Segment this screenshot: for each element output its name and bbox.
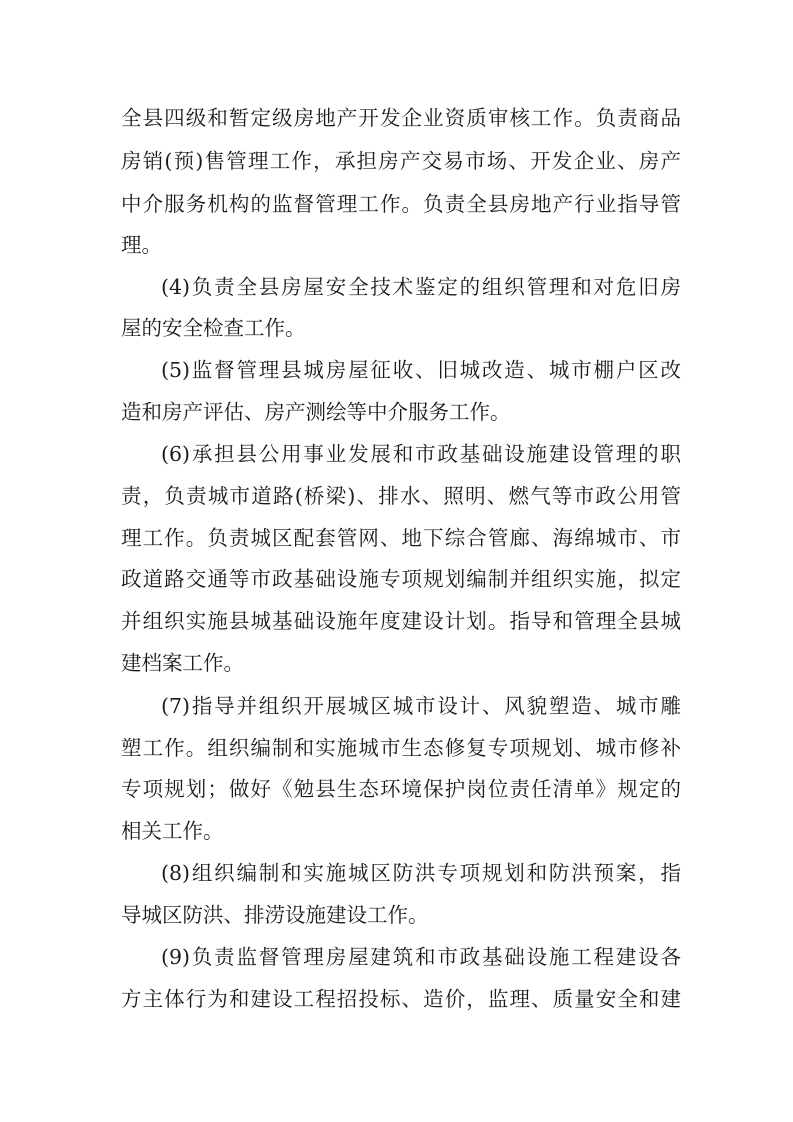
paragraph-first-line: (9)负责监督管理房屋建筑和市政基础设施工程建设各	[161, 945, 681, 969]
text-line: 造和房产评估、房产测绘等中介服务工作。	[121, 400, 511, 424]
text-line: 全县四级和暂定级房地产开发企业资质审核工作。负责商品	[121, 106, 681, 130]
text-line: 政道路交通等市政基础设施专项规划编制并组织实施，拟定	[121, 567, 681, 591]
text-line: 理工作。负责城区配套管网、地下综合管廊、海绵城市、市	[121, 526, 681, 550]
text-line: 责，负责城市道路(桥梁)、排水、照明、燃气等市政公用管	[121, 484, 681, 508]
text-line: 中介服务机构的监督管理工作。负责全县房地产行业指导管	[121, 192, 681, 216]
paragraph-first-line: (4)负责全县房屋安全技术鉴定的组织管理和对危旧房	[161, 275, 681, 299]
text-line: 理。	[121, 233, 162, 257]
text-line: 塑工作。组织编制和实施城市生态修复专项规划、城市修补	[121, 736, 681, 760]
paragraph-first-line: (6)承担县公用事业发展和市政基础设施建设管理的职	[161, 442, 681, 466]
text-line: 并组织实施县城基础设施年度建设计划。指导和管理全县城	[121, 609, 681, 633]
text-line: 相关工作。	[121, 819, 224, 843]
paragraph-first-line: (7)指导并组织开展城区城市设计、风貌塑造、城市雕	[161, 694, 681, 718]
paragraph-first-line: (5)监督管理县城房屋征收、旧城改造、城市棚户区改	[161, 358, 681, 382]
text-line: 建档案工作。	[121, 651, 244, 675]
text-line: 专项规划；做好《勉县生态环境保护岗位责任清单》规定的	[121, 777, 681, 801]
text-line: 导城区防洪、排涝设施建设工作。	[121, 903, 429, 927]
text-line: 房销(预)售管理工作，承担房产交易市场、开发企业、房产	[121, 149, 681, 173]
text-line: 屋的安全检查工作。	[121, 316, 306, 340]
paragraph-first-line: (8)组织编制和实施城区防洪专项规划和防洪预案，指	[161, 861, 681, 885]
text-line: 方主体行为和建设工程招投标、造价，监理、质量安全和建	[121, 987, 681, 1011]
